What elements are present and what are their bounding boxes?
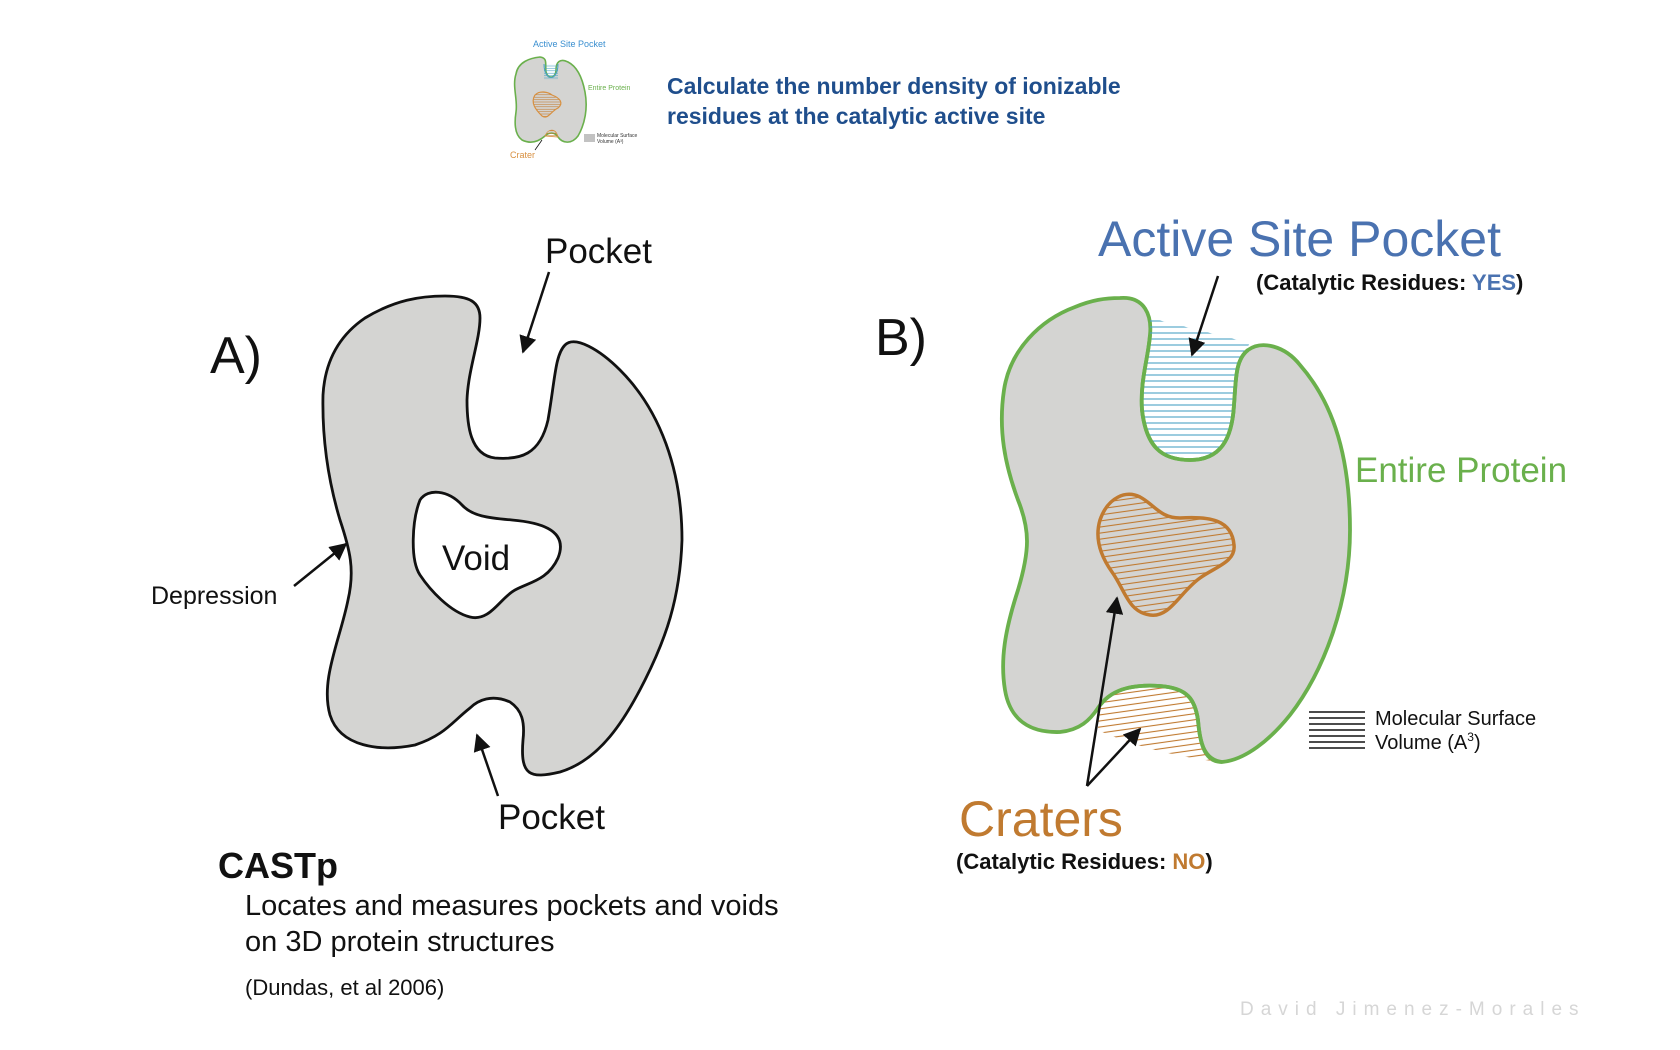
- thumbnail-legend-lines: [584, 135, 595, 141]
- header-title-line1: Calculate the number density of ionizable: [667, 73, 1121, 99]
- panel-a-pocket-bottom-arrow: [477, 735, 498, 796]
- panel-a-depression-arrow: [294, 544, 346, 586]
- panel-b: [875, 211, 1567, 874]
- panel-b-craters-catalytic: (Catalytic Residues: NO): [956, 849, 1213, 874]
- castp-block: [218, 845, 779, 1000]
- panel-a-pocket-top-label: Pocket: [545, 232, 652, 271]
- panel-b-craters-title: Craters: [959, 791, 1123, 847]
- header-title-line2: residues at the catalytic active site: [667, 103, 1046, 129]
- panel-a: [151, 232, 682, 837]
- panel-b-legend-line2: Volume $(A^3)$: [1375, 730, 1481, 754]
- panel-a-pocket-top-arrow: [523, 272, 549, 352]
- panel-a-void-label: Void: [442, 539, 511, 578]
- panel-b-legend-lines: [1309, 712, 1365, 748]
- panel-b-label: B): [875, 309, 927, 367]
- thumbnail-legend-line1: Molecular Surface: [597, 133, 638, 139]
- panel-a-label: A): [210, 327, 262, 385]
- panel-a-pocket-bottom-label: Pocket: [498, 798, 605, 837]
- panel-a-depression-label: Depression: [151, 582, 278, 610]
- castp-desc-line1: Locates and measures pockets and voids: [245, 890, 779, 922]
- panel-b-active-site-yes: YES: [1472, 270, 1517, 295]
- header-thumbnail: [510, 39, 638, 160]
- castp-title: CASTp: [218, 845, 338, 886]
- watermark: David Jimenez-Morales: [1240, 999, 1586, 1020]
- panel-b-active-site-catalytic: (Catalytic Residues: YES): [1256, 270, 1524, 295]
- castp-citation: (Dundas, et al 2006): [245, 975, 445, 1000]
- panel-b-craters-no: NO: [1172, 849, 1206, 874]
- castp-desc-line2: on 3D protein structures: [245, 926, 555, 958]
- thumbnail-entire-protein-label: Entire Protein: [588, 85, 631, 92]
- thumbnail-crater-label: Crater: [510, 150, 536, 160]
- thumbnail-legend-line2: Volume (A³): [597, 139, 624, 145]
- panel-b-legend-line1: Molecular Surface: [1375, 708, 1537, 730]
- thumbnail-active-site-label: Active Site Pocket: [533, 39, 606, 49]
- panel-b-active-site-title: Active Site Pocket: [1098, 211, 1501, 267]
- panel-b-entire-protein-label: Entire Protein: [1355, 451, 1568, 490]
